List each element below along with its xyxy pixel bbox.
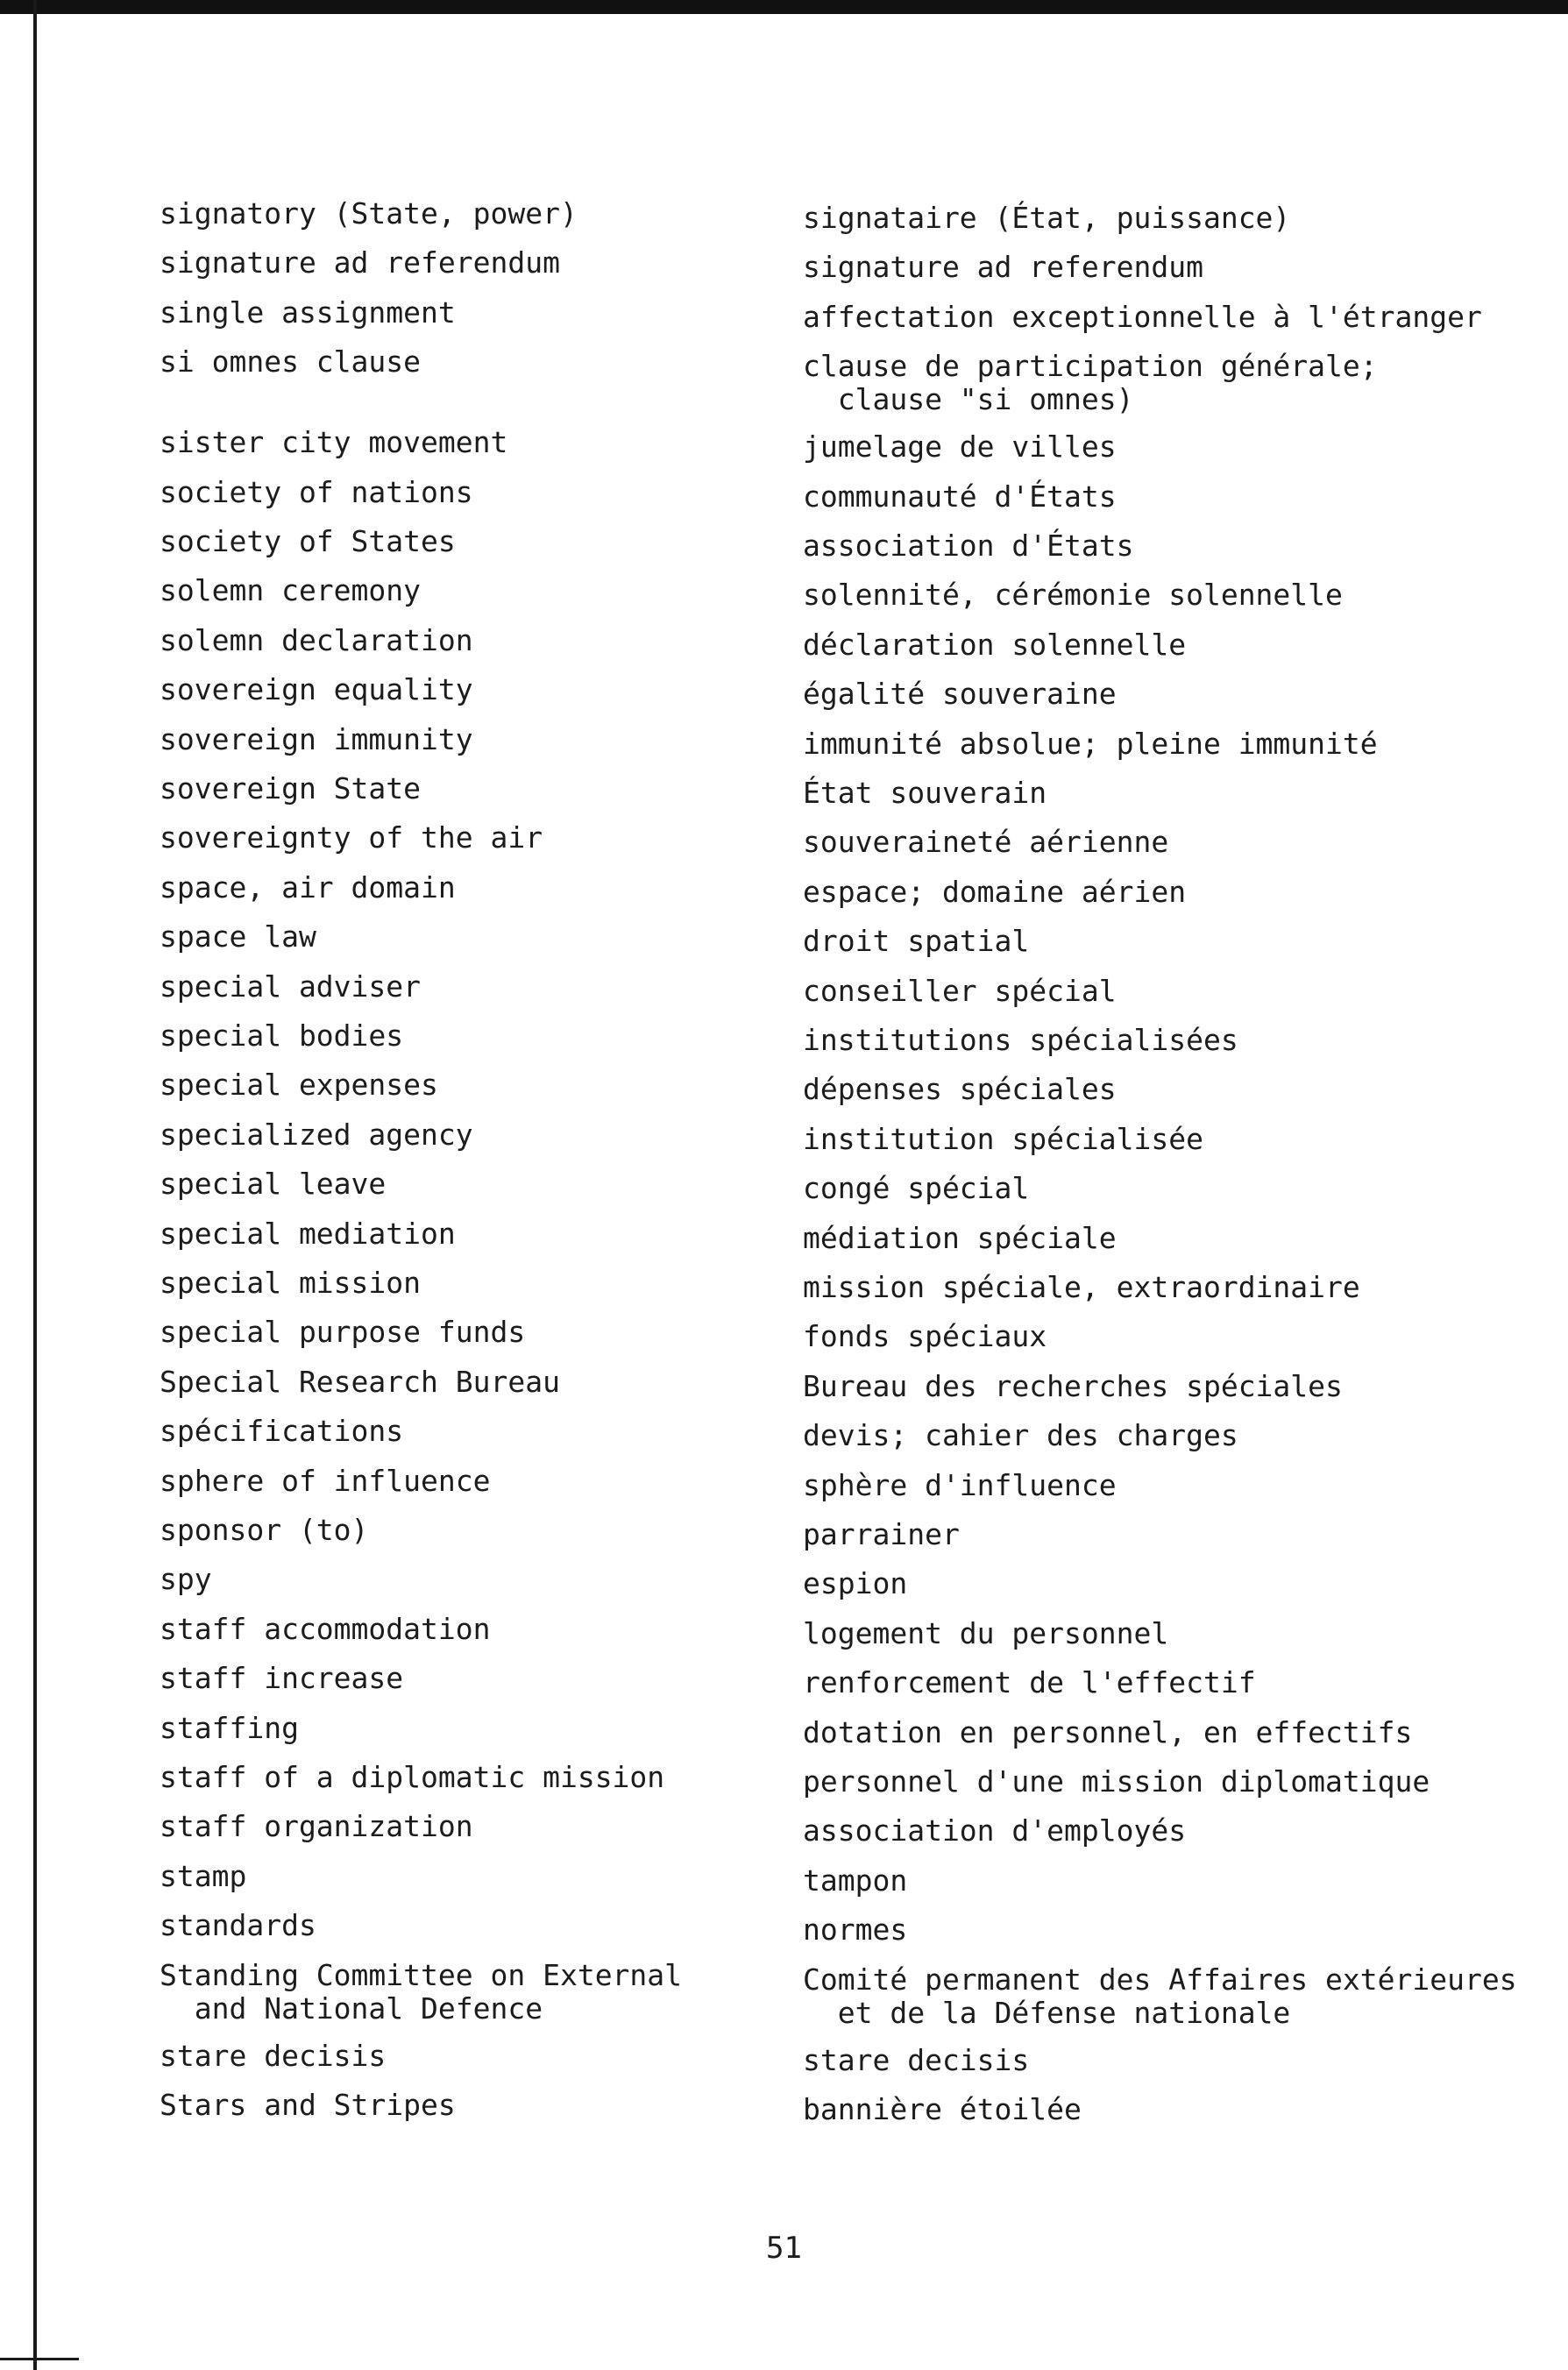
- english-term: special mission: [160, 1266, 422, 1300]
- english-term: staff of a diplomatic mission: [160, 1760, 665, 1794]
- english-term: special leave: [160, 1167, 387, 1202]
- english-term: staff accommodation: [160, 1611, 491, 1646]
- french-term: stare decisis: [803, 2042, 1030, 2077]
- french-term: dépenses spéciales: [803, 1072, 1117, 1107]
- english-term: staff organization: [160, 1809, 473, 1844]
- french-term: institutions spécialisées: [803, 1023, 1238, 1057]
- english-term: solemn ceremony: [160, 573, 422, 608]
- scan-bottom-mark: [0, 2358, 79, 2360]
- english-term: space law: [160, 919, 316, 954]
- french-term: normes: [803, 1912, 908, 1948]
- scan-top-border: [0, 0, 1568, 14]
- french-term: dotation en personnel, en effectifs: [803, 1714, 1413, 1749]
- english-term: society of nations: [160, 474, 473, 509]
- english-term: space, air domain: [160, 869, 456, 905]
- english-term: special purpose funds: [160, 1315, 526, 1350]
- french-term: clause de participation générale; clause "si omnes): [803, 349, 1378, 417]
- english-term: special mediation: [160, 1216, 456, 1251]
- english-term: special bodies: [160, 1018, 404, 1053]
- french-term: fonds spéciaux: [803, 1319, 1047, 1354]
- english-term: staff increase: [160, 1661, 404, 1696]
- french-term: devis; cahier des charges: [803, 1418, 1238, 1453]
- english-term: stamp: [160, 1858, 247, 1893]
- english-term: staffing: [160, 1710, 299, 1745]
- french-term: association d'employés: [803, 1813, 1187, 1848]
- english-term: single assignment: [160, 294, 456, 330]
- french-term: Comité permanent des Affaires extérieures et de la Défense nationale: [803, 1962, 1517, 2030]
- french-term: association d'États: [803, 529, 1134, 563]
- french-term: signature ad referendum: [803, 250, 1203, 285]
- french-term: droit spatial: [803, 924, 1030, 959]
- english-term: Special Research Bureau: [160, 1364, 560, 1399]
- english-term: sponsor (to): [160, 1513, 369, 1547]
- french-term: communauté d'États: [803, 479, 1117, 514]
- french-term: parrainer: [803, 1517, 960, 1551]
- french-term: sphère d'influence: [803, 1467, 1117, 1502]
- french-term: mission spéciale, extraordinaire: [803, 1270, 1360, 1304]
- french-term: espion: [803, 1566, 908, 1601]
- english-term: society of States: [160, 524, 456, 558]
- french-term: tampon: [803, 1863, 908, 1898]
- english-term: spy: [160, 1562, 212, 1597]
- english-term: standards: [160, 1908, 316, 1943]
- page-number: 51: [766, 2231, 802, 2266]
- french-term: déclaration solennelle: [803, 627, 1187, 662]
- french-term: congé spécial: [803, 1171, 1030, 1206]
- french-term: conseiller spécial: [803, 973, 1117, 1008]
- french-term: égalité souveraine: [803, 677, 1117, 712]
- english-term: special adviser: [160, 969, 422, 1004]
- english-term: si omnes clause: [160, 344, 422, 380]
- french-term: renforcement de l'effectif: [803, 1665, 1256, 1700]
- french-term: souveraineté aérienne: [803, 825, 1169, 860]
- english-term: stare decisis: [160, 2038, 387, 2073]
- english-term: sovereign immunity: [160, 721, 473, 756]
- english-term: signatory (State, power): [160, 196, 578, 231]
- scan-left-border: [33, 0, 37, 2370]
- french-term: solennité, cérémonie solennelle: [803, 578, 1343, 613]
- english-term: sovereign State: [160, 771, 422, 805]
- english-term: Stars and Stripes: [160, 2088, 456, 2122]
- english-term: solemn declaration: [160, 622, 473, 657]
- french-term: signataire (État, puissance): [803, 201, 1291, 235]
- english-term: spécifications: [160, 1414, 404, 1449]
- french-term: bannière étoilée: [803, 2092, 1082, 2126]
- french-term: personnel d'une mission diplomatique: [803, 1764, 1430, 1799]
- french-term: espace; domaine aérien: [803, 874, 1187, 909]
- english-term: sovereign equality: [160, 672, 473, 707]
- french-term: Bureau des recherches spéciales: [803, 1368, 1343, 1403]
- french-term: immunité absolue; pleine immunité: [803, 726, 1378, 761]
- english-term: sovereignty of the air: [160, 820, 543, 855]
- english-term: sphere of influence: [160, 1463, 491, 1498]
- french-term: jumelage de villes: [803, 429, 1117, 465]
- english-term: special expenses: [160, 1068, 438, 1103]
- french-term: institution spécialisée: [803, 1121, 1203, 1156]
- english-term: signature ad referendum: [160, 245, 560, 280]
- french-term: logement du personnel: [803, 1615, 1169, 1650]
- english-term: specialized agency: [160, 1117, 473, 1152]
- french-term: affectation exceptionnelle à l'étranger: [803, 299, 1482, 334]
- english-term: sister city movement: [160, 425, 508, 460]
- french-term: État souverain: [803, 776, 1047, 810]
- english-term: Standing Committee on External and National Defence: [160, 1957, 683, 2026]
- french-term: médiation spéciale: [803, 1220, 1117, 1255]
